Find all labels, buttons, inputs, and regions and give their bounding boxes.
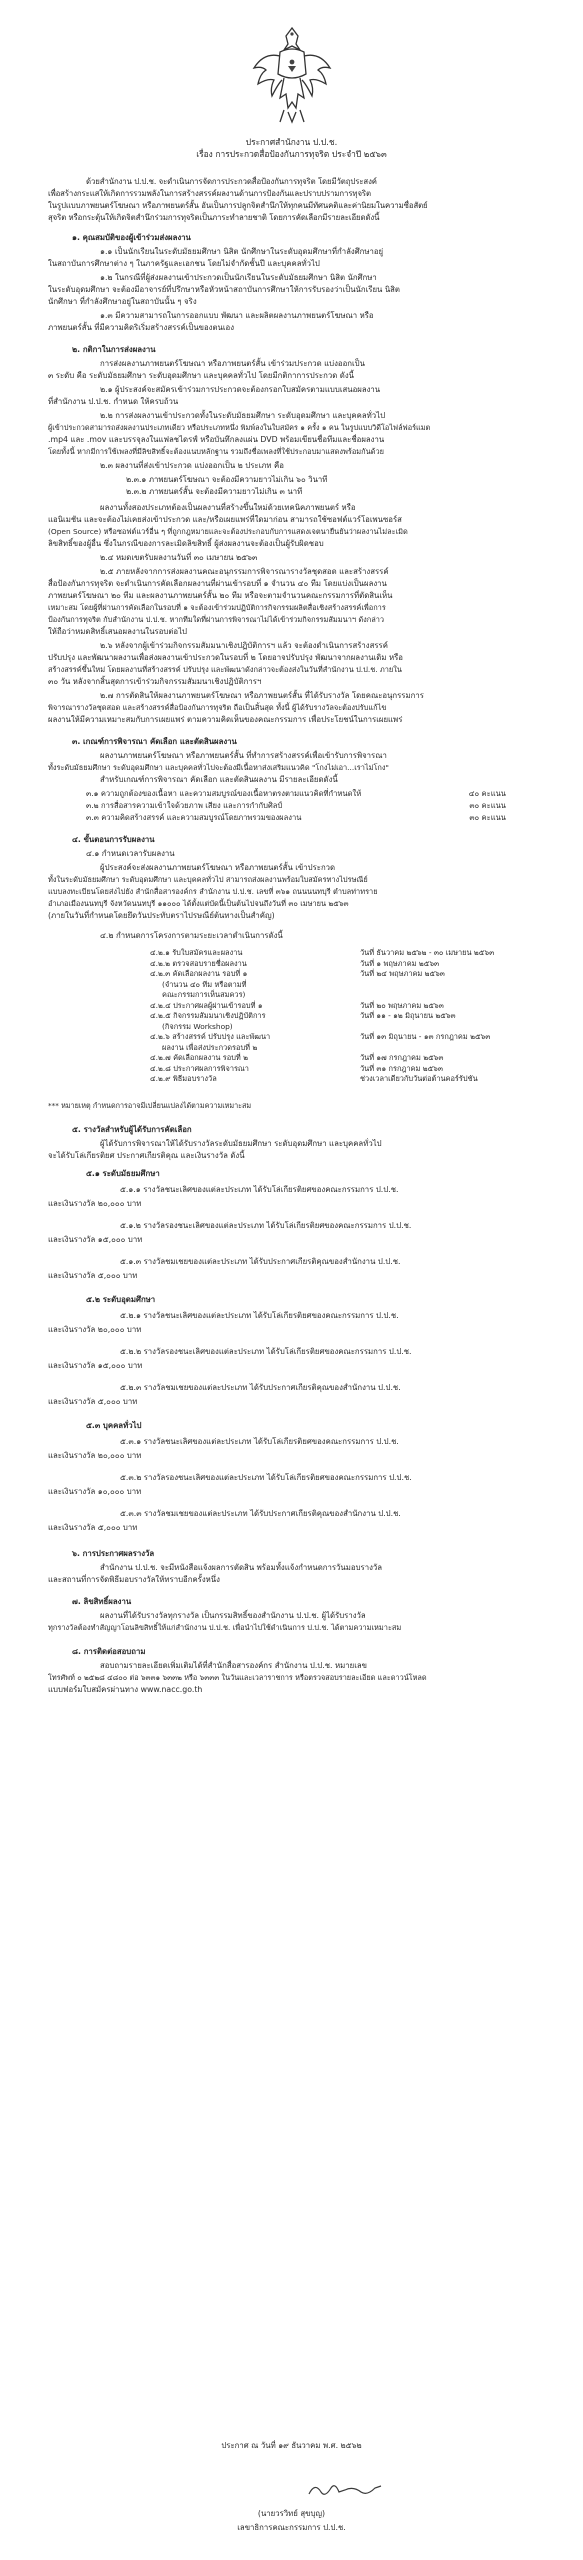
schedule-row xyxy=(150,959,522,970)
schedule-item: ๔.๒.๖ สร้างสรรค์ ปรับปรุง และพัฒนา xyxy=(150,1032,271,1041)
intro-line: สุจริต หรือกระตุ้นให้เกิดจิตสำนึกร่วมการทุจริตเป็นภาระทำลายชาติ โดยการคัดเลือกมีรายละเอียดดังนี้ xyxy=(48,213,380,222)
section-line: อำเภอเมืองนนทบุรี จังหวัดนนทบุรี ๑๑๐๐๐ ได้ตั้งแต่บัดนี้เป็นต้นไปจนถึงวันที่ ๓๐ เมษายน ๒๕๖๓ xyxy=(48,899,349,908)
schedule-row xyxy=(150,948,522,959)
section-line: ๑.๓ มีความสามารถในการออกแบบ พัฒนา และผลิตผลงานภาพยนตร์โฆษณา หรือ xyxy=(100,311,374,320)
schedule-date: วันที่ ๒๐ พฤษภาคม ๒๕๖๓ xyxy=(360,1000,444,1010)
schedule-date: วันที่ ๒๔ พฤษภาคม ๒๕๖๓ xyxy=(360,969,445,978)
section-line: สอบถามรายละเอียดเพิ่มเติมได้ที่สำนักสื่อสารองค์กร สำนักงาน ป.ป.ช. หมายเลข xyxy=(100,1661,367,1670)
award-amount: และเงินรางวัล ๕,๐๐๐ บาท xyxy=(48,1397,138,1406)
schedule-date: วันที่ ๑๑ - ๑๒ มิถุนายน ๒๕๖๓ xyxy=(360,1011,456,1020)
section-line: ป้องกันการทุจริต กับสำนักงาน ป.ป.ช. หากทีมใดที่ผ่านการพิจารณาไม่ได้เข้าร่วมกิจกรรมสัมมนาฯ ดังกล่าว xyxy=(48,615,385,624)
criterion-row xyxy=(86,800,506,812)
section-line: ที่สำนักงาน ป.ป.ช. กำหนด ให้ครบถ้วน xyxy=(48,397,179,406)
section-heading: ๕. รางวัลสำหรับผู้ได้รับการคัดเลือก xyxy=(72,1125,192,1134)
section-line: ทั้งในระดับมัธยมศึกษา ระดับอุดมศึกษา และบุคคลทั่วไป สามารถส่งผลงานพร้อมใบสมัครทางไปรษณีย์ xyxy=(48,875,368,884)
award-level: ๕.๑ ระดับมัธยมศึกษา xyxy=(86,1169,160,1178)
score-criteria xyxy=(86,788,506,824)
section-line: สำนักงาน ป.ป.ช. จะมีหนังสือแจ้งผลการตัดสิน พร้อมทั้งแจ้งกำหนดการวันมอบรางวัล xyxy=(100,1563,383,1572)
section-line: ผลงานทั้งสองประเภทต้องเป็นผลงานที่สร้างขึ้นใหม่ด้วยเทคนิคภาพยนตร์ หรือ xyxy=(100,503,356,512)
criterion-label: ๓.๑ ความถูกต้องของเนื้อหา และความสมบูรณ์ของเนื้อหาตรงตามแนวคิดที่กำหนดให้ xyxy=(86,789,362,798)
criterion-label: ๓.๒ การสื่อสารความเข้าใจด้วยภาพ เสียง และการกำกับศิลป์ xyxy=(86,801,283,810)
schedule-row xyxy=(150,990,522,1001)
signatory-name: (นายวรวิทย์ สุขบุญ) xyxy=(257,2509,326,2518)
schedule-row xyxy=(150,1022,522,1033)
schedule-item: (กิจกรรม Workshop) xyxy=(162,1021,233,1031)
schedule-row xyxy=(150,1043,522,1054)
section-line: ๒.๓.๑ ภาพยนตร์โฆษณา จะต้องมีความยาวไม่เกิน ๖๐ วินาที xyxy=(126,475,328,484)
section-line: ๒.๓ ผลงานที่ส่งเข้าประกวด แบ่งออกเป็น ๒ ประเภท คือ xyxy=(100,461,284,470)
section-line: ผู้ได้รับการพิจารณาให้ได้รับรางวัลระดับมัธยมศึกษา ระดับอุดมศึกษา และบุคคลทั่วไป xyxy=(100,1139,382,1148)
schedule-date: ช่วงเวลาเดียวกับวันต่อต้านคอร์รัปชัน xyxy=(360,1074,478,1083)
schedule-date: วันที่ ธันวาคม ๒๕๖๒ - ๓๐ เมษายน ๒๕๖๓ xyxy=(360,948,495,957)
intro-line: ในรูปแบบภาพยนตร์โฆษณา หรือภาพยนตร์สั้น อันเป็นการปลูกจิตสำนึกให้ทุกคนมีทัศนคติและค่านิยมในความซื่อสัตย์ xyxy=(48,201,428,210)
section-line: (Open Source) หรือซอฟต์แวร์อื่น ๆ ที่ถูกกฎหมายและจะต้องประกอบกับการแสดงเจตนายืนยันว่าผลงานไม่ละเมิด xyxy=(48,527,408,536)
section-heading: ๒. กติกาในการส่งผลงาน xyxy=(72,345,156,354)
section-line: ผู้เข้าประกวดสามารถส่งผลงานประเภทเดียว หรือประเภทหนึ่ง พิมพ์ลงในใบสมัคร ๑ ครั้ง ๑ คน ในรูปแบบวิดีโอไฟล์ฟอร์แมต xyxy=(48,423,431,432)
section-line: ๒.๔ หมดเขตรับผลงานวันที่ ๓๐ เมษายน ๒๕๖๓ xyxy=(100,553,258,562)
subject-line: เรื่อง การประกวดสื่อป้องกันการทุจริต ประจำปี ๒๕๖๓ xyxy=(196,149,387,159)
schedule-item: ๔.๒.๑ รับใบสมัครและผลงาน xyxy=(150,948,243,957)
award-amount: และเงินรางวัล ๒๐,๐๐๐ บาท xyxy=(48,1325,142,1334)
section-heading: ๘. การติดต่อสอบถาม xyxy=(72,1647,146,1656)
section-heading: ๔. ขั้นตอนการรับผลงาน xyxy=(72,835,155,844)
section-line: ผลงานภาพยนตร์โฆษณา หรือภาพยนตร์สั้น ที่ทำการสร้างสรรค์เพื่อเข้ารับการพิจารณา xyxy=(100,751,387,760)
contact-website: แบบฟอร์มใบสมัครผ่านทาง www.nacc.go.th xyxy=(48,1685,203,1694)
section-line: สำหรับเกณฑ์การพิจารณา คัดเลือก และตัดสินผลงาน มีรายละเอียดดังนี้ xyxy=(100,775,338,784)
schedule-item: ผลงาน เพื่อส่งประกวดรอบที่ ๒ xyxy=(162,1042,258,1052)
award-amount: และเงินรางวัล ๑๕,๐๐๐ บาท xyxy=(48,1235,143,1244)
section-line: ๒.๓.๒ ภาพยนตร์สั้น จะต้องมีความยาวไม่เกิน ๓ นาที xyxy=(126,487,303,496)
schedule-item: ๔.๒.๒ ตรวจสอบรายชื่อผลงาน xyxy=(150,958,247,968)
schedule-item: ๔.๒.๓ คัดเลือกผลงาน รอบที่ ๑ xyxy=(150,969,248,978)
schedule-item: คณะกรรมการเห็นสมควร) xyxy=(162,990,246,999)
section-line: ๒.๕ ภายหลังจากการส่งผลงานคณะอนุกรรมการพิจารณารางวัลชุดสอด และสร้างสรรค์ xyxy=(100,567,389,576)
award-amount: และเงินรางวัล ๑๐,๐๐๐ บาท xyxy=(48,1487,142,1496)
award-line: ๕.๑.๒ รางวัลรองชนะเลิศของแต่ละประเภท ได้รับโล่เกียรติยศของคณะกรรมการ ป.ป.ช. xyxy=(120,1221,412,1230)
schedule-item: (จำนวน ๔๐ ทีม หรือตามที่ xyxy=(162,979,247,989)
schedule-date: วันที่ ๓๑ กรกฎาคม ๒๕๖๓ xyxy=(360,1063,443,1073)
schedule-item: ๔.๒.๘ ประกาศผลการพิจารณา xyxy=(150,1063,249,1073)
schedule-row xyxy=(150,969,522,980)
criterion-row xyxy=(86,812,506,824)
section-line: ในสถาบันการศึกษาต่าง ๆ ในภาครัฐและเอกชน โดยไม่จำกัดชั้นปี และบุคคลทั่วไป xyxy=(48,259,320,268)
section-line: ๒.๒ การส่งผลงานเข้าประกวดทั้งในระดับมัธยมศึกษา ระดับอุดมศึกษา และบุคคลทั่วไป xyxy=(100,411,386,420)
section-line: จะได้รับโล่เกียรติยศ ประกาศเกียรติคุณ และเงินรางวัล ดังนี้ xyxy=(48,1151,245,1160)
criterion-points: ๔๐ คะแนน xyxy=(468,789,506,798)
schedule-date xyxy=(372,1022,522,1033)
section-line: ๑.๒ ในกรณีที่ผู้ส่งผลงานเข้าประกวดเป็นนักเรียนในระดับมัธยมศึกษา นิสิต นักศึกษา xyxy=(100,273,377,282)
section-line: สื่อป้องกันการทุจริต จะดำเนินการคัดเลือกผลงานที่ผ่านเข้ารอบที่ ๑ จำนวน ๔๐ ทีม โดยแบ่งเป็นผลงาน xyxy=(48,579,387,588)
schedule-date xyxy=(372,1043,522,1054)
section-line: ๒.๑ ผู้ประสงค์จะสมัครเข้าร่วมการประกวดจะต้องกรอกใบสมัครตามแบบเสนอผลงาน xyxy=(100,385,381,394)
issuer-line: ประกาศสำนักงาน ป.ป.ช. xyxy=(245,137,338,147)
schedule-item: ๔.๒.๙ พิธีมอบรางวัล xyxy=(150,1074,217,1083)
criterion-row xyxy=(86,788,506,800)
schedule-date xyxy=(372,990,522,1001)
section-line: เหมาะสม โดยผู้ที่ผ่านการคัดเลือกในรอบที่ ๑ จะต้องเข้าร่วมปฏิบัติการกิจกรรมผลิตสื่อเชิงสร้างสรรค์เพื่อการ xyxy=(48,603,386,612)
schedule-date xyxy=(372,980,522,991)
award-amount: และเงินรางวัล ๕,๐๐๐ บาท xyxy=(48,1271,138,1280)
schedule-date: วันที่ ๑ พฤษภาคม ๒๕๖๓ xyxy=(360,958,440,968)
schedule-row xyxy=(150,1001,522,1012)
criterion-points: ๓๐ คะแนน xyxy=(469,801,506,810)
section-line: ๓๐ วัน หลังจากสิ้นสุดการเข้าร่วมกิจกรรมสัมมนาเชิงปฏิบัติการฯ xyxy=(48,677,262,686)
award-amount: และเงินรางวัล ๒๐,๐๐๐ บาท xyxy=(48,1451,142,1460)
section-line: ทุกรางวัลต้องทำสัญญาโอนลิขสิทธิ์ให้แก่สำนักงาน ป.ป.ช. เพื่อนำไปใช้ดำเนินการ ป.ป.ช. ได้ตามความเหมาะสม xyxy=(48,1623,402,1632)
section-line: ๔.๒ กำหนดการโครงการตามระยะเวลาดำเนินการดังนี้ xyxy=(100,931,283,940)
award-amount: และเงินรางวัล ๕,๐๐๐ บาท xyxy=(48,1523,138,1532)
schedule-row xyxy=(150,1064,522,1075)
award-level: ๕.๓ บุคคลทั่วไป xyxy=(86,1421,142,1430)
award-line: ๕.๒.๑ รางวัลชนะเลิศของแต่ละประเภท ได้รับโล่เกียรติยศของคณะกรรมการ ป.ป.ช. xyxy=(120,1311,399,1320)
section-line: โทรศัพท์ ๐ ๒๕๒๘ ๔๘๐๐ ต่อ ๖๓๓๑ ๖๓๓๒ หรือ ๖๓๓๓ ในวันและเวลาราชการ หรือตรวจสอบรายละเอียด และดาวน์โหลด xyxy=(48,1673,427,1682)
section-heading: ๓. เกณฑ์การพิจารณา คัดเลือก และตัดสินผลงาน xyxy=(72,737,237,746)
award-amount: และเงินรางวัล ๑๕,๐๐๐ บาท xyxy=(48,1361,143,1370)
schedule-date: วันที่ ๑๓ มิถุนายน - ๑๓ กรกฎาคม ๒๕๖๓ xyxy=(360,1032,491,1041)
section-line: ปรับปรุง และพัฒนาผลงานเพื่อส่งผลงานเข้าประกวดในรอบที่ ๒ โดยอาจปรับปรุง พัฒนาจากผลงานเดิม หรือ xyxy=(48,653,403,662)
award-line: ๕.๑.๓ รางวัลชมเชยของแต่ละประเภท ได้รับประกาศเกียรติคุณของสำนักงาน ป.ป.ช. xyxy=(120,1257,401,1266)
award-line: ๕.๒.๒ รางวัลรองชนะเลิศของแต่ละประเภท ได้รับโล่เกียรติยศของคณะกรรมการ ป.ป.ช. xyxy=(120,1347,412,1356)
section-line: ลิขสิทธิ์ของผู้อื่น ซึ่งในกรณีของการละเมิดลิขสิทธิ์ ผู้ส่งผลงานจะต้องเป็นผู้รับผิดชอบ xyxy=(48,539,324,548)
award-amount: และเงินรางวัล ๒๐,๐๐๐ บาท xyxy=(48,1199,142,1208)
section-line: .mp4 และ .mov และบรรจุลงในแฟลชไดรฟ์ หรือบันทึกลงแผ่น DVD พร้อมเขียนชื่อทีมและชื่อผลงาน xyxy=(48,435,385,444)
section-line: ผู้ประสงค์จะส่งผลงานภาพยนตร์โฆษณา หรือภาพยนตร์สั้น เข้าประกวด xyxy=(100,863,336,872)
award-line: ๕.๒.๓ รางวัลชมเชยของแต่ละประเภท ได้รับประกาศเกียรติคุณของสำนักงาน ป.ป.ช. xyxy=(120,1383,401,1392)
section-line: ให้ถือว่าหมดสิทธิ์เสนอผลงานในรอบต่อไป xyxy=(48,627,187,636)
section-heading: ๗. ลิขสิทธิ์ผลงาน xyxy=(72,1597,132,1606)
announcement-date: ประกาศ ณ วันที่ ๑๙ ธันวาคม พ.ศ. ๒๕๖๒ xyxy=(221,2441,362,2450)
section-heading: ๑. คุณสมบัติของผู้เข้าร่วมส่งผลงาน xyxy=(72,233,191,242)
schedule-table xyxy=(150,948,522,1085)
schedule-row xyxy=(150,980,522,991)
section-line: การส่งผลงานภาพยนตร์โฆษณา หรือภาพยนตร์สั้น เข้าร่วมประกวด แบ่งออกเป็น xyxy=(100,359,365,368)
section-line: นักศึกษา ที่กำลังศึกษาอยู่ในสถาบันนั้น ๆ จริง xyxy=(48,297,197,306)
schedule-item: ๔.๒.๔ ประกาศผลผู้ผ่านเข้ารอบที่ ๑ xyxy=(150,1000,263,1010)
section-line: ๒.๗ การตัดสินให้ผลงานภาพยนตร์โฆษณา หรือภาพยนตร์สั้น ที่ได้รับรางวัล โดยคณะอนุกรรมการ xyxy=(100,691,424,700)
schedule-date: วันที่ ๑๗ กรกฎาคม ๒๕๖๓ xyxy=(360,1053,444,1062)
section-line: โดยทั้งนี้ หากมีการใช้เพลงที่มีลิขสิทธิ์จะต้องแนบหลักฐาน รวมถึงชื่อเพลงที่ใช้ประกอบมาแสดงพร้อมกันด้วย xyxy=(48,447,384,456)
section-line: สร้างสรรค์ขึ้นใหม่ โดยผลงานที่สร้างสรรค์ ปรับปรุง และพัฒนาดังกล่าวจะต้องส่งในวันที่สำนักงาน ป.ป.ช. ภายใน xyxy=(48,665,402,674)
award-line: ๕.๓.๑ รางวัลชนะเลิศของแต่ละประเภท ได้รับโล่เกียรติยศของคณะกรรมการ ป.ป.ช. xyxy=(120,1437,399,1446)
section-line: ภาพยนตร์สั้น ที่มีความคิดริเริ่มสร้างสรรค์เป็นของตนเอง xyxy=(48,323,235,332)
schedule-row xyxy=(150,1053,522,1064)
section-line: ภาพยนตร์โฆษณา ๒๐ ทีม และผลงานภาพยนตร์สั้น ๒๐ ทีม หรือจะตามจำนวนคณะกรรมการที่ตัดสินเห็น xyxy=(48,591,393,600)
schedule-item: ๔.๒.๕ กิจกรรมสัมมนาเชิงปฏิบัติการ xyxy=(150,1011,266,1020)
intro-line: เพื่อสร้างกระแสให้เกิดการรวมพลังในการสร้างสรรค์ผลงานด้านการป้องกันและปราบปรามการทุจริต xyxy=(48,189,371,198)
award-line: ๕.๑.๑ รางวัลชนะเลิศของแต่ละประเภท ได้รับโล่เกียรติยศของคณะกรรมการ ป.ป.ช. xyxy=(120,1185,399,1194)
schedule-row xyxy=(150,1074,522,1085)
intro-line: ด้วยสำนักงาน ป.ป.ช. จะดำเนินการจัดการประกวดสื่อป้องกันการทุจริต โดยมีวัตถุประสงค์ xyxy=(86,177,377,186)
section-line: (ภายในวันที่กำหนดโดยยึดวันประทับตราไปรษณีย์ต้นทางเป็นสำคัญ) xyxy=(48,911,275,920)
section-heading: ๖. การประกาศผลรางวัล xyxy=(72,1549,155,1558)
schedule-item: ๔.๒.๗ คัดเลือกผลงาน รอบที่ ๒ xyxy=(150,1053,248,1062)
criterion-label: ๓.๓ ความคิดสร้างสรรค์ และความสมบูรณ์โดยภาพรวมของผลงาน xyxy=(86,813,302,822)
section-line: ผลงานที่ได้รับรางวัลทุกรางวัล เป็นกรรมสิทธิ์ของสำนักงาน ป.ป.ช. ผู้ได้รับรางวัล xyxy=(100,1611,366,1620)
section-line: ๔.๑ กำหนดเวลารับผลงาน xyxy=(86,849,175,858)
signature-icon xyxy=(305,2478,385,2502)
schedule-row xyxy=(150,1032,522,1043)
award-level: ๕.๒ ระดับอุดมศึกษา xyxy=(86,1295,156,1304)
section-line: และสถานที่การจัดพิธีมอบรางวัลให้ทราบอีกครั้งหนึ่ง xyxy=(48,1575,220,1584)
section-line: ทั้งระดับมัธยมศึกษา ระดับอุดมศึกษา และบุคคลทั่วไปจะต้องมีเนื้อหาส่งเสริมแนวคิด "โกงไม่เอา...เราไม่โกง" xyxy=(48,763,389,772)
section-line: ๓ ระดับ คือ ระดับมัธยมศึกษา ระดับอุดมศึกษา และบุคคลทั่วไป โดยมีกติกาการประกวด ดังนี้ xyxy=(48,371,354,380)
section-line: แอนิเมชัน และจะต้องไม่เคยส่งเข้าประกวด และ/หรือเผยแพร่ที่ใดมาก่อน สามารถใช้ซอฟต์แวร์โอเพนซอร์ส xyxy=(48,515,402,524)
criterion-points: ๓๐ คะแนน xyxy=(469,813,506,822)
signatory-position: เลขาธิการคณะกรรมการ ป.ป.ช. xyxy=(237,2523,346,2532)
award-line: ๕.๓.๓ รางวัลชมเชยของแต่ละประเภท ได้รับประกาศเกียรติคุณของสำนักงาน ป.ป.ช. xyxy=(120,1509,401,1518)
section-line: พิจารณารางวัลชุดสอด และสร้างสรรค์สื่อป้องกันการทุจริต ถือเป็นสิ้นสุด ทั้งนี้ ผู้ได้รับรางวัลจะต้องปรับแก้ไข xyxy=(48,703,387,712)
schedule-row xyxy=(150,1011,522,1022)
award-line: ๕.๓.๒ รางวัลรองชนะเลิศของแต่ละประเภท ได้รับโล่เกียรติยศของคณะกรรมการ ป.ป.ช. xyxy=(120,1473,412,1482)
schedule-note: *** หมายเหตุ กำหนดการอาจมีเปลี่ยนแปลงได้ตามความเหมาะสม xyxy=(48,1101,252,1110)
garuda-emblem-icon xyxy=(250,22,334,126)
section-line: แบบลงทะเบียนโดยส่งไปยัง สำนักสื่อสารองค์กร สำนักงาน ป.ป.ช. เลขที่ ๓๖๑ ถนนนนทบุรี ตำบลท่าทราย xyxy=(48,887,378,896)
section-line: ๒.๖ หลังจากผู้เข้าร่วมกิจกรรมสัมมนาเชิงปฏิบัติการฯ แล้ว จะต้องดำเนินการสร้างสรรค์ xyxy=(100,641,388,650)
section-line: ในระดับอุดมศึกษา จะต้องมีอาจารย์ที่ปรึกษาหรือหัวหน้าสถาบันการศึกษาให้การรับรองว่าเป็นนักเรียน นิสิต xyxy=(48,285,400,294)
section-line: ๑.๑ เป็นนักเรียนในระดับมัธยมศึกษา นิสิต นักศึกษาในระดับอุดมศึกษาที่กำลังศึกษาอยู่ xyxy=(100,247,384,256)
section-line: ผลงานให้มีความเหมาะสมกับการเผยแพร่ ตามความคิดเห็นของคณะกรรมการ เพื่อประโยชน์ในการเผยแพร่ xyxy=(48,715,403,724)
